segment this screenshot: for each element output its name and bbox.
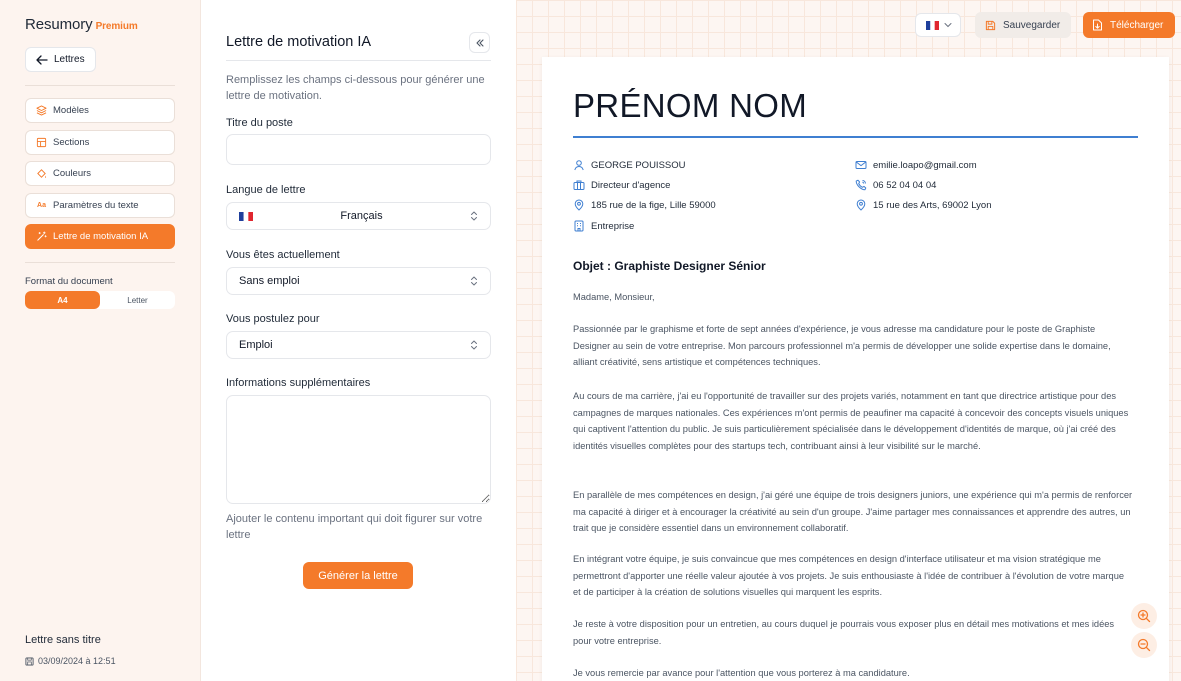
letter-greeting: Madame, Monsieur, [573,292,655,302]
extra-info-label: Informations supplémentaires [226,377,371,389]
download-button[interactable] [1083,12,1175,38]
premium-badge: Premium [95,21,138,32]
language-label: Langue de lettre [226,184,306,196]
sidebar-item-label: Paramètres du texte [53,199,139,211]
building-icon [573,220,585,232]
language-select[interactable] [226,202,491,230]
map-pin-icon [573,199,585,211]
language-select-value: Français [340,210,383,222]
letter-paragraph: Je reste à votre disposition pour un entretien, au cours duquel je pourrais vous exposer plus en détail mes motivations et mes idées pour votre entreprise. [573,619,1115,646]
letter-paragraph: En intégrant votre équipe, je suis convaincue que mes compétences en design d'interface utilisateur et ma vision stratégique me permettront d'apporter une réelle valeur ajoutée à vos projets. Je suis enthousiaste à l'idée de contribuer à l'évolution de votre marque et de participer à la création de solutions visuelles qui marquent les esprits. [573,554,1125,598]
job-title-label: Titre du poste [226,117,293,129]
brand-name: Resumory [25,16,93,33]
zoom-out-button[interactable] [1131,632,1157,658]
sidebar-divider [25,85,175,86]
document-title: Lettre sans titre [25,634,101,646]
language-flag-dropdown[interactable] [915,13,961,37]
letter-paragraph: Au cours de ma carrière, j'ai eu l'opportunité de travailler sur des projets variés, notamment en tant que directrice artistique pour des campagnes de marques nationales. Ces expériences m'ont permis de peaufiner ma capacité à concevoir des concepts visuels uniques qui captivent l'attention du public. Je suis particulièrement spécialisée dans le développement d'identités de marque, où j'ai créé des identités visuelles complètes pour des startups tech, contribuant ainsi à leur visibilité sur le marché. [573,391,1129,451]
sidebar-item-sections[interactable] [25,130,175,155]
text-size-icon: Aa [37,201,46,209]
user-icon [573,159,585,171]
job-title-input[interactable] [226,134,491,165]
contact-email [855,159,977,171]
ai-letter-form [201,0,516,681]
format-option-a4[interactable]: A4 [25,291,100,309]
map-pin-icon [855,199,867,211]
chevron-down-icon [944,22,952,28]
contact-text: Entreprise [591,220,635,232]
sections-icon [36,137,47,148]
sidebar-item-label: Sections [53,136,90,148]
status-select-value: Sans emploi [239,275,300,287]
letter-page [542,57,1169,681]
contact-text: 185 rue de la fige, Lille 59000 [591,199,716,211]
layers-icon [36,105,47,116]
format-label: Format du document [25,276,113,287]
contact-company [573,220,634,232]
apply-for-select[interactable] [226,331,491,359]
save-small-icon [25,657,34,666]
letter-paragraph: En parallèle de mes compétences en design, j'ai géré une équipe de trois designers juniors, une expérience qui m'a permis de renforcer ma capacité à diriger et à encourager la créativité au sein d'un groupe. J'aime partager mes connaissances et apprendre des autres, un trait que je considère essentiel dans un environnement collaboratif. [573,490,1133,534]
chevrons-left-icon [475,38,485,48]
zoom-in-icon [1137,609,1151,623]
name-underline [573,136,1138,138]
france-flag-icon [926,21,939,30]
contact-recipient [573,159,686,171]
status-select[interactable] [226,267,491,295]
letter-paragraph: Passionnée par le graphisme et forte de sept années d'expérience, je vous adresse ma candidature pour le poste de Graphiste Designer au sein de votre entreprise. Mon parcours professionnel m'a permis de développer une solide expertise dans le domaine, alliant créativité, sens artistique et compétences techniques. [573,324,1111,368]
france-flag-icon [239,212,253,221]
back-to-letters-button[interactable] [25,47,96,72]
contact-position [573,179,670,191]
contact-text: GEORGE POUISSOU [591,159,686,171]
status-label: Vous êtes actuellement [226,249,340,261]
save-button[interactable] [975,12,1071,38]
magic-wand-icon [36,231,47,242]
letter-subject: Objet : Graphiste Designer Sénior [573,259,766,273]
extra-info-hint: Ajouter le contenu important qui doit figurer sur votre lettre [226,513,483,541]
letter-paragraph: Je vous remercie par avance pour l'attention que vous porterez à ma candidature. [573,668,910,678]
phone-icon [855,179,867,191]
paint-bucket-icon [36,168,47,179]
document-date-text: 03/09/2024 à 12:51 [38,656,116,666]
contact-text: 06 52 04 04 04 [873,179,937,191]
sidebar-item-modeles[interactable] [25,98,175,123]
document-date [25,656,116,666]
mail-icon [855,159,867,171]
save-icon [985,20,996,31]
sidebar-item-label: Couleurs [53,168,92,179]
brand-logo [25,16,138,33]
save-label: Sauvegarder [1003,19,1061,31]
file-download-icon [1092,19,1103,31]
chevron-up-down-icon [470,211,478,221]
contact-phone [855,179,936,191]
contact-text: 15 rue des Arts, 69002 Lyon [873,199,992,211]
arrow-left-icon [36,55,48,65]
zoom-in-button[interactable] [1131,603,1157,629]
generate-letter-button[interactable]: Générer la lettre [303,562,413,589]
sidebar [0,0,201,681]
format-toggle [25,291,175,309]
apply-for-select-value: Emploi [239,339,273,351]
apply-for-label: Vous postulez pour [226,313,320,325]
back-label: Lettres [54,54,85,65]
chevron-up-down-icon [470,276,478,286]
contact-text: emilie.loapo@gmail.com [873,159,977,171]
format-option-letter[interactable]: Letter [127,295,148,305]
sidebar-divider [25,262,175,263]
zoom-out-icon [1137,638,1151,652]
sidebar-nav [25,98,175,256]
contact-address-left [573,199,716,211]
form-intro: Remplissez les champs ci-dessous pour générer une lettre de motivation. [226,74,485,102]
collapse-panel-button[interactable] [469,32,490,53]
extra-info-textarea[interactable] [226,395,491,504]
letter-name: PRÉNOM NOM [573,87,807,124]
briefcase-icon [573,179,585,191]
sidebar-item-label: Lettre de motivation IA [53,231,149,242]
sidebar-item-parametres-texte[interactable] [25,193,175,218]
chevron-up-down-icon [470,340,478,350]
sidebar-item-label: Modèles [53,105,89,116]
contact-address-right [855,199,991,211]
contact-text: Directeur d'agence [591,179,671,191]
sidebar-item-lettre-ia[interactable] [25,224,175,249]
form-title: Lettre de motivation IA [226,34,372,50]
sidebar-item-couleurs[interactable] [25,161,175,186]
form-divider [226,60,491,61]
download-label: Télécharger [1110,19,1164,31]
